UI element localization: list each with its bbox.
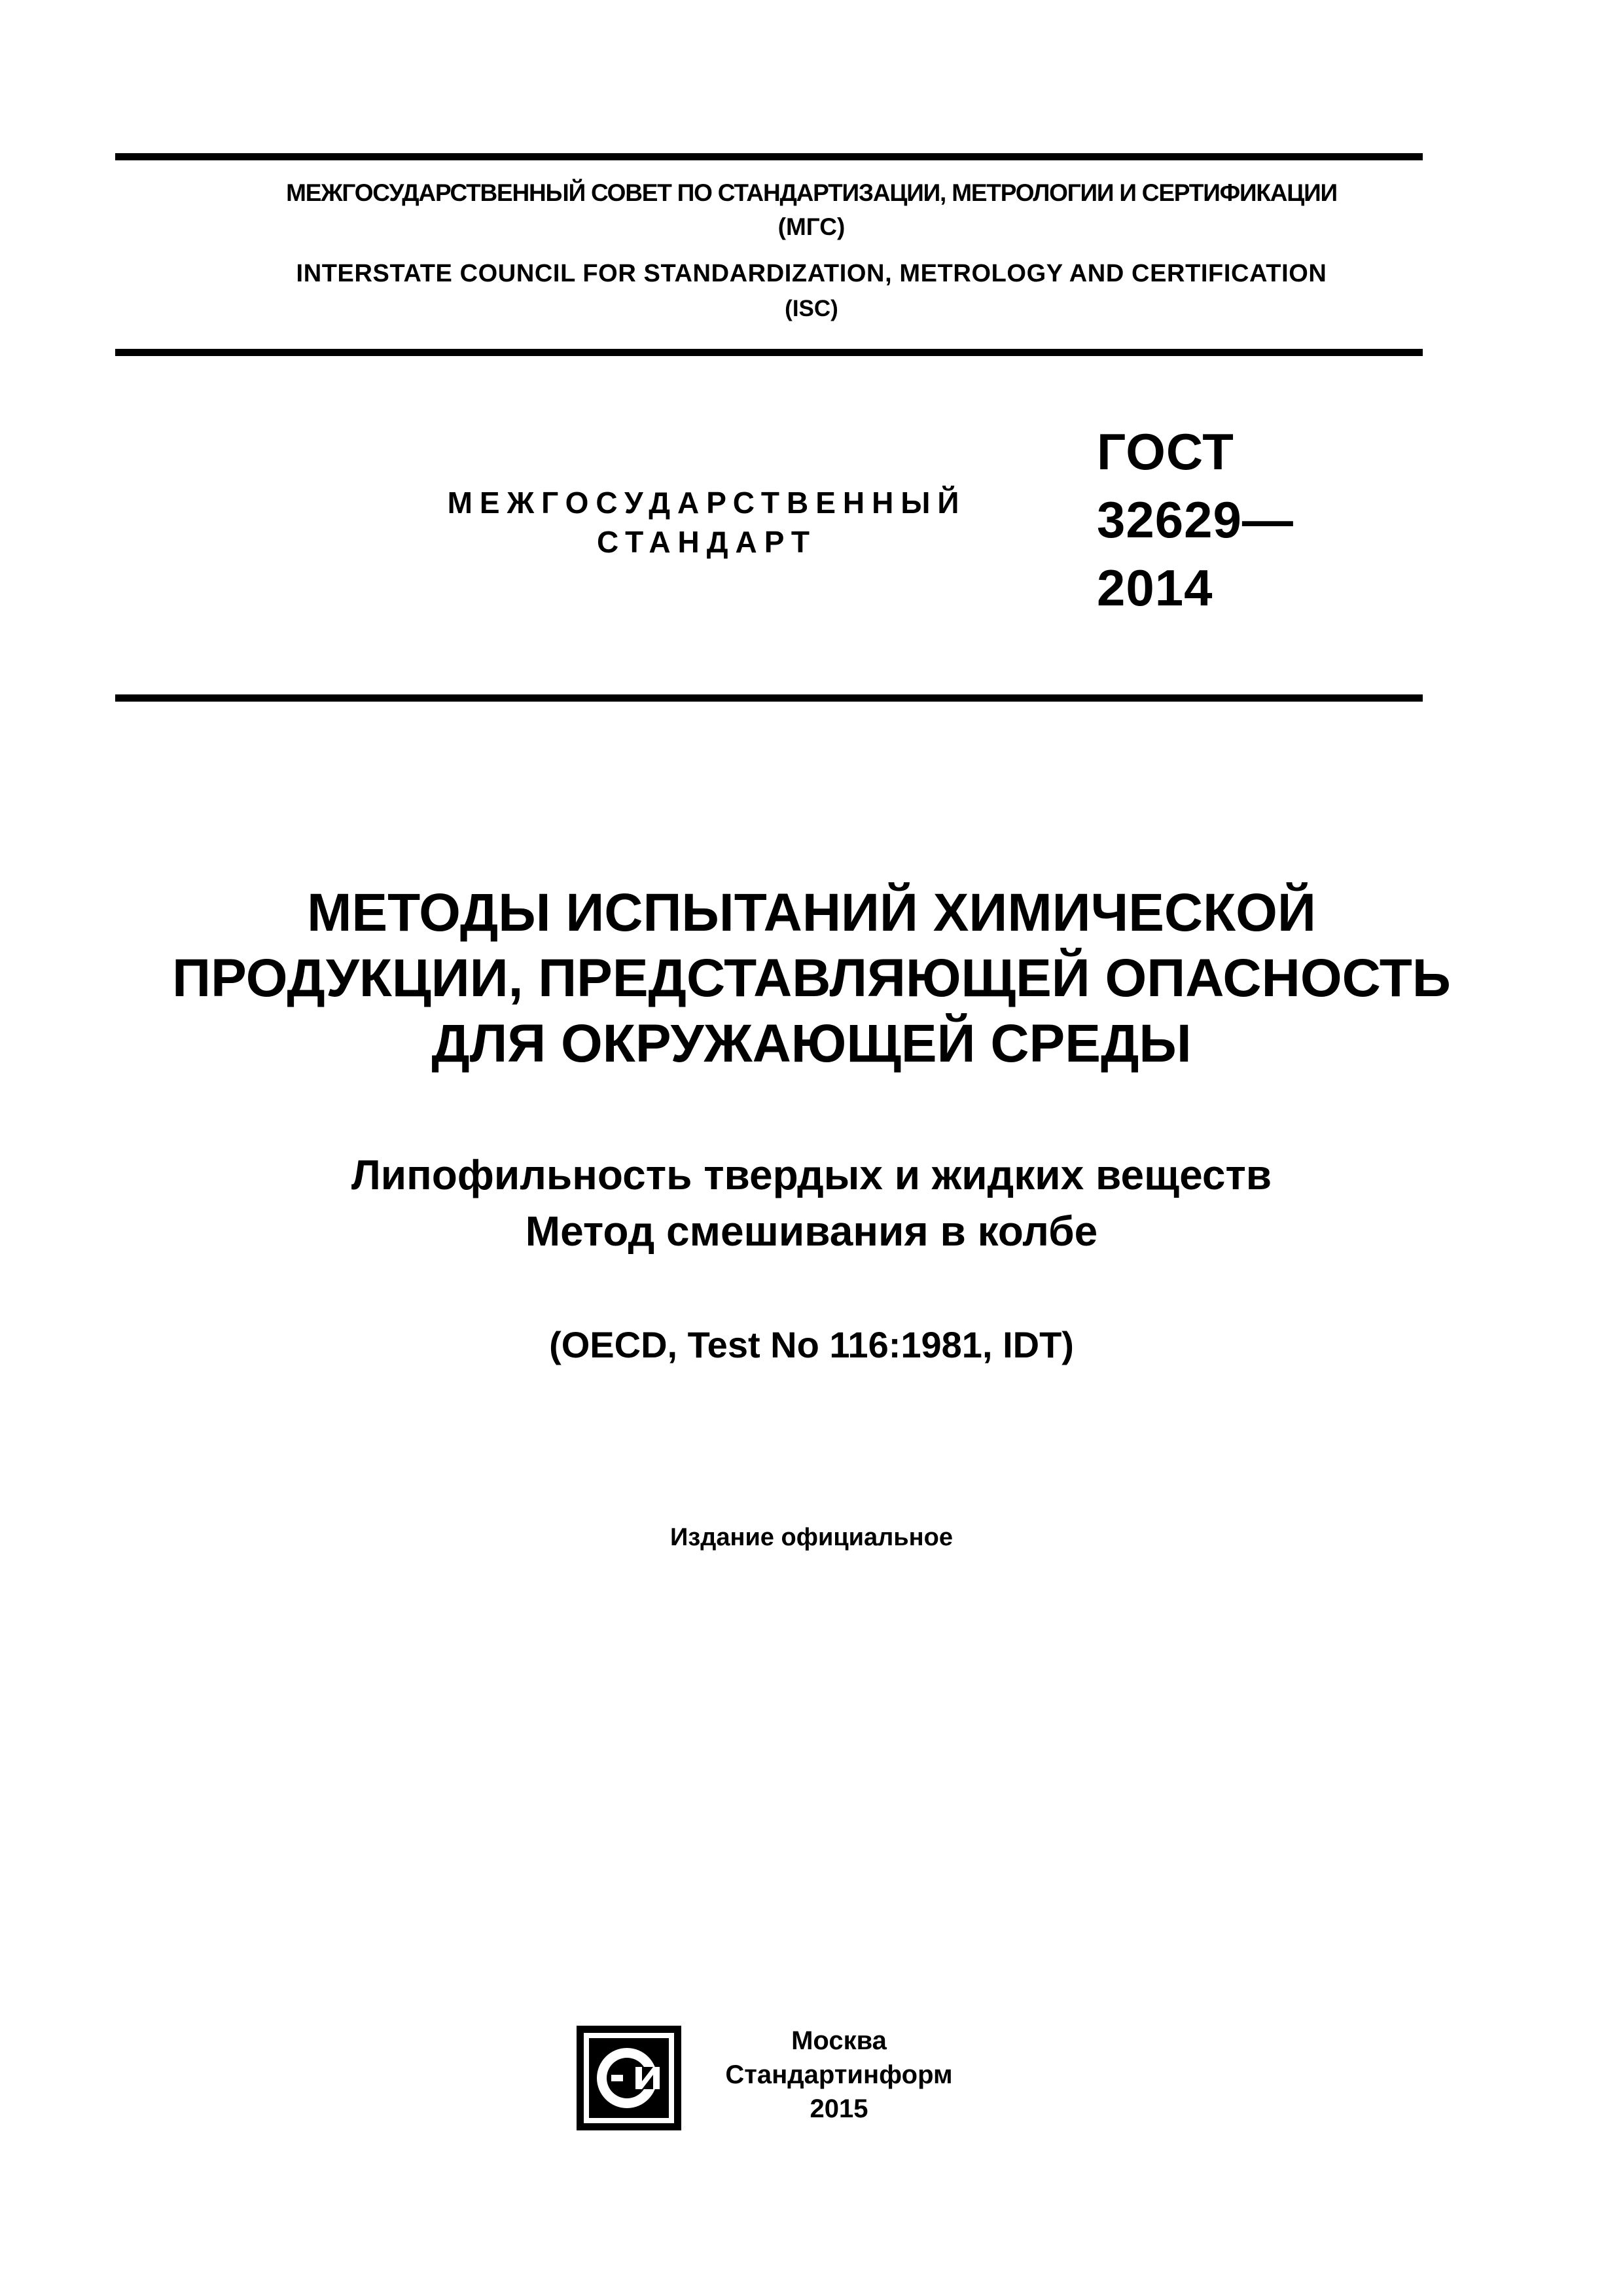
council-name-en: INTERSTATE COUNCIL FOR STANDARDIZATION, METROLOGY AND CERTIFICATION: [296, 260, 1327, 287]
oecd-reference: (OECD, Test No 116:1981, IDT): [549, 1324, 1074, 1365]
document-subtitle-line1: Липофильность твердых и жидких веществ: [351, 1151, 1272, 1198]
publisher-city: Москва: [791, 2026, 887, 2055]
document-title-line3: ДЛЯ ОКРУЖАЮЩЕЙ СРЕДЫ: [431, 1014, 1192, 1073]
document-subtitle-line2: Метод смешивания в колбе: [525, 1208, 1098, 1255]
standartinform-logo-icon: [575, 2024, 683, 2132]
standard-kind: [406, 483, 1008, 562]
standard-code: [1097, 418, 1294, 622]
standard-kind-line2: СТАНДАРТ: [597, 525, 817, 559]
standard-kind-line1: МЕЖГОСУДАРСТВЕННЫЙ: [447, 486, 967, 520]
header-bottom-rule: [115, 349, 1423, 356]
document-title-line2: ПРОДУКЦИИ, ПРЕДСТАВЛЯЮЩЕЙ ОПАСНОСТЬ: [172, 948, 1451, 1008]
code-bottom-rule: [115, 694, 1423, 702]
edition-note: Издание официальное: [670, 1524, 953, 1551]
standard-code-line3: 2014: [1097, 559, 1213, 617]
document-title-line1: МЕТОДЫ ИСПЫТАНИЙ ХИМИЧЕСКОЙ: [307, 883, 1316, 942]
top-rule: [115, 153, 1423, 160]
standard-code-line1: ГОСТ: [1097, 423, 1234, 480]
council-name-ru: МЕЖГОСУДАРСТВЕННЫЙ СОВЕТ ПО СТАНДАРТИЗАЦИИ, МЕТРОЛОГИИ И СЕРТИФИКАЦИИ: [286, 179, 1337, 206]
council-abbr-en: (ISC): [785, 296, 838, 321]
publisher-name: Стандартинформ: [725, 2060, 953, 2089]
council-abbr-ru: (МГС): [777, 213, 846, 240]
publisher-year: 2015: [810, 2094, 868, 2123]
standard-code-line2: 32629—: [1097, 491, 1294, 548]
